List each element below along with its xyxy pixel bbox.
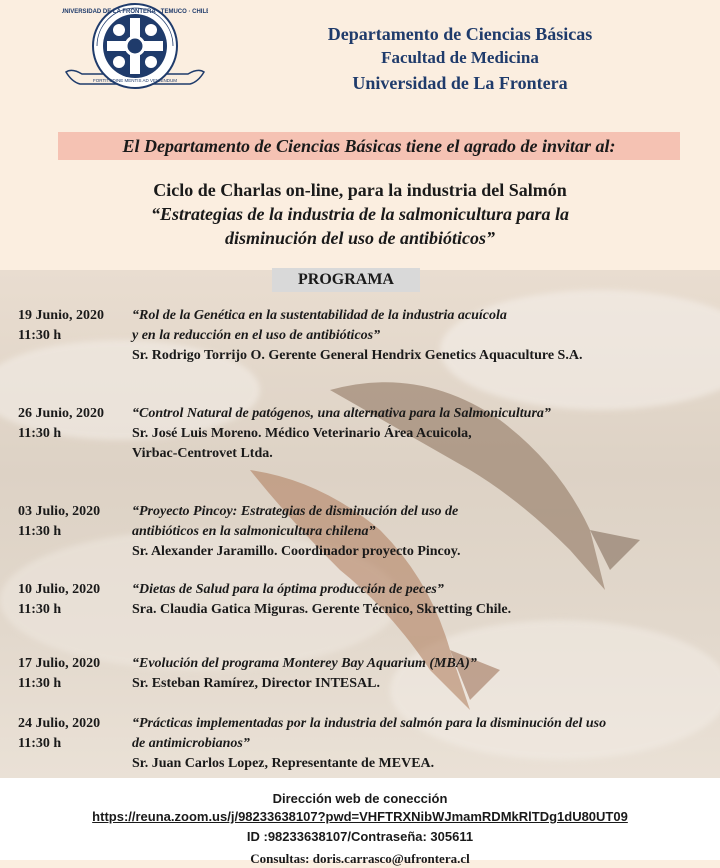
cycle-title-block (0, 178, 720, 250)
department-name: Departamento de Ciencias Básicas (327, 24, 593, 44)
event-date: 19 Junio, 2020 (18, 308, 104, 323)
university-name: Universidad de La Frontera (352, 73, 568, 93)
faculty-name: Facultad de Medicina (381, 48, 539, 67)
event-talk-title: “Prácticas implementadas por la industria del salmón para la disminución del uso (132, 716, 607, 731)
event-speaker: Sr. Alexander Jaramillo. Coordinador proyecto Pincoy. (132, 544, 461, 559)
logo-motto-text: FORTITUDINE MENTIS AD VENIENDUM (93, 78, 177, 83)
institution-block (300, 22, 620, 96)
event-talk-title-cont: antibióticos en la salmonicultura chilena” (132, 524, 376, 539)
university-logo (62, 2, 208, 112)
event-time: 11:30 h (18, 602, 62, 617)
header (0, 0, 720, 130)
event-date: 17 Julio, 2020 (18, 656, 101, 671)
event-speaker: Sr. Juan Carlos Lopez, Representante de MEVEA. (132, 756, 435, 771)
event-time: 11:30 h (18, 426, 62, 441)
event-date: 24 Julio, 2020 (18, 716, 101, 731)
meeting-id: ID :98233638107/Contraseña: 305611 (246, 829, 474, 844)
event-date: 03 Julio, 2020 (18, 504, 101, 519)
event-time: 11:30 h (18, 328, 62, 343)
event-talk-title-cont: de antimicrobianos” (132, 736, 250, 751)
event-time: 11:30 h (18, 736, 62, 751)
event-talk-title-cont: y en la reducción en el uso de antibióticos” (132, 328, 381, 343)
programa-label: PROGRAMA (272, 268, 420, 292)
event-speaker: Sra. Claudia Gatica Miguras. Gerente Técnico, Skretting Chile. (132, 602, 512, 617)
event-speaker: Sr. Rodrigo Torrijo O. Gerente General Hendrix Genetics Aquaculture S.A. (132, 348, 583, 363)
event-speaker: Sr. José Luis Moreno. Médico Veterinario Área Acuicola, (132, 426, 472, 441)
event-talk-title: “Dietas de Salud para la óptima producción de peces” (132, 582, 444, 597)
event-time: 11:30 h (18, 676, 62, 691)
event-talk-title: “Control Natural de patógenos, una alternativa para la Salmonicultura” (132, 406, 551, 421)
cycle-title: Ciclo de Charlas on-line, para la industria del Salmón (153, 180, 567, 200)
event-date: 26 Junio, 2020 (18, 406, 104, 421)
zoom-link[interactable]: https://reuna.zoom.us/j/98233638107?pwd=VHFTRXNibWJmamRDMkRlTDg1dU80UT09 (92, 809, 628, 824)
event-speaker: Sr. Esteban Ramírez, Director INTESAL. (132, 676, 380, 691)
cycle-subtitle-line2: disminución del uso de antibióticos” (224, 228, 496, 248)
event-talk-title: “Proyecto Pincoy: Estrategias de disminución del uso de (132, 504, 459, 519)
event-speaker-cont: Virbac-Centrovet Ltda. (132, 446, 273, 461)
event-time: 11:30 h (18, 524, 62, 539)
cycle-subtitle-line1: “Estrategias de la industria de la salmonicultura para la (150, 204, 570, 224)
footer (0, 778, 720, 866)
invitation-banner: El Departamento de Ciencias Básicas tiene el agrado de invitar al: (58, 132, 680, 160)
event-date: 10 Julio, 2020 (18, 582, 101, 597)
event-talk-title: “Evolución del programa Monterey Bay Aquarium (MBA)” (132, 656, 477, 671)
contact-email[interactable]: Consultas: doris.carrasco@ufrontera.cl (250, 851, 470, 866)
logo-university-text: UNIVERSIDAD DE LA FRONTERA · TEMUCO · CHILE (62, 9, 208, 15)
connection-label: Dirección web de conección (272, 791, 448, 806)
event-talk-title: “Rol de la Genética en la sustentabilidad de la industria acuícola (132, 308, 507, 323)
